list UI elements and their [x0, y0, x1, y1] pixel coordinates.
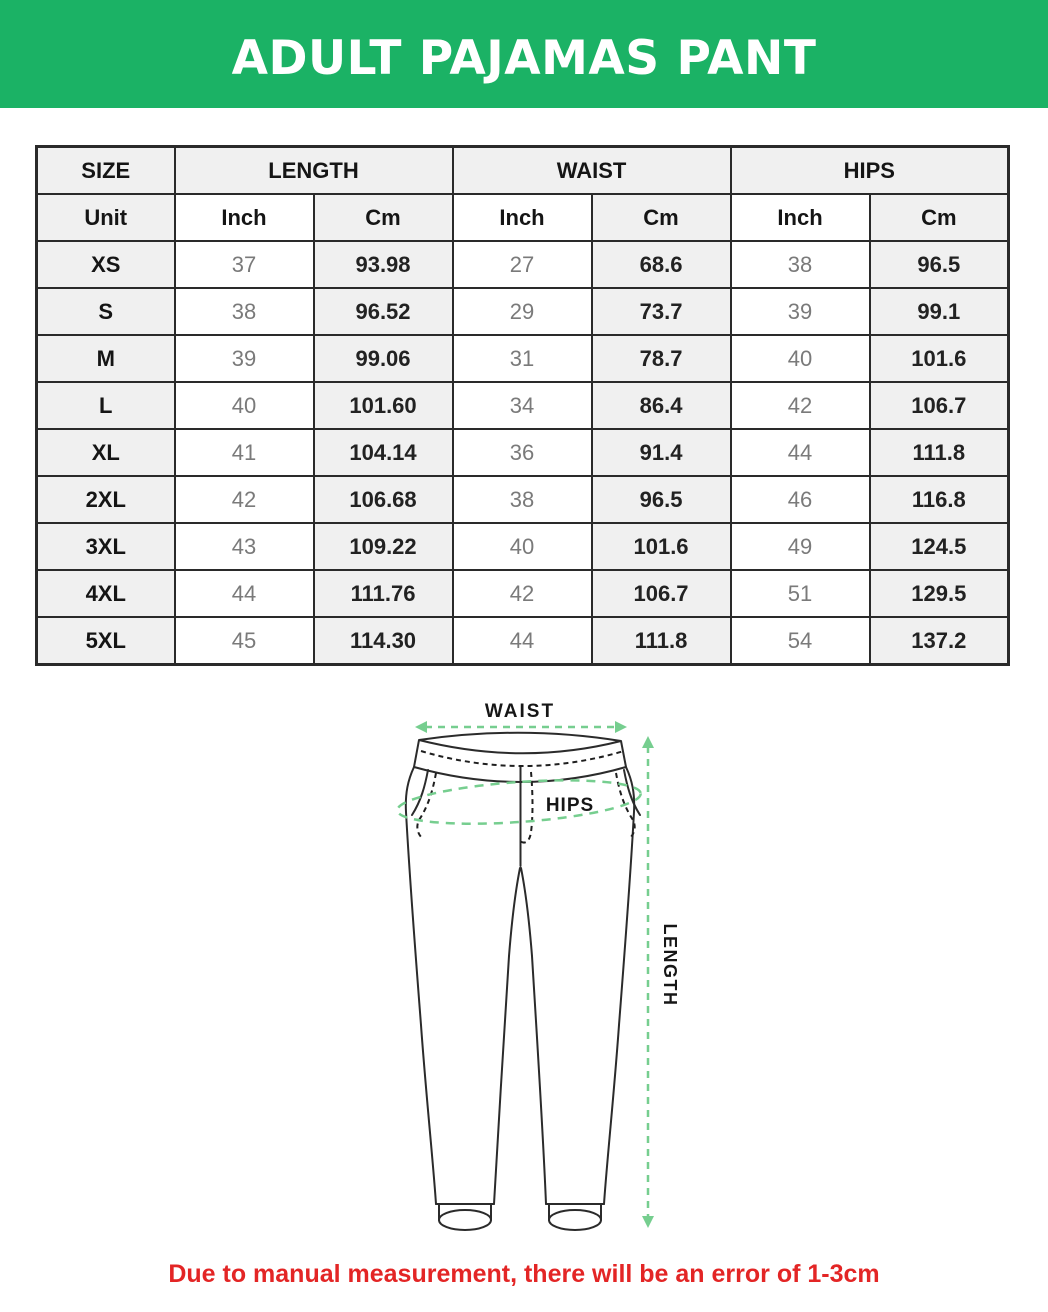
- value-cell: 111.76: [314, 570, 453, 617]
- unit-header: Inch: [731, 194, 870, 241]
- size-table: [35, 145, 1010, 666]
- value-cell: 49: [731, 523, 870, 570]
- right-cuff-opening: [549, 1210, 601, 1230]
- value-cell: 106.7: [870, 382, 1009, 429]
- waist-label: WAIST: [484, 701, 556, 722]
- value-cell: 111.8: [592, 617, 731, 665]
- value-cell: 109.22: [314, 523, 453, 570]
- column-header-size: SIZE: [37, 147, 175, 195]
- value-cell: 104.14: [314, 429, 453, 476]
- table-row: [37, 523, 1009, 570]
- value-cell: 39: [175, 335, 314, 382]
- right-inner-seam: [521, 868, 546, 1204]
- value-cell: 101.60: [314, 382, 453, 429]
- title-banner: [0, 0, 1048, 108]
- value-cell: 44: [731, 429, 870, 476]
- value-cell: 129.5: [870, 570, 1009, 617]
- value-cell: 101.6: [592, 523, 731, 570]
- value-cell: 46: [731, 476, 870, 523]
- unit-header: Inch: [175, 194, 314, 241]
- size-cell: L: [37, 382, 175, 429]
- value-cell: 40: [731, 335, 870, 382]
- left-pocket-stitch: [417, 773, 436, 838]
- value-cell: 37: [175, 241, 314, 288]
- value-cell: 106.68: [314, 476, 453, 523]
- value-cell: 41: [175, 429, 314, 476]
- unit-header: Inch: [453, 194, 592, 241]
- value-cell: 42: [175, 476, 314, 523]
- value-cell: 93.98: [314, 241, 453, 288]
- value-cell: 38: [731, 241, 870, 288]
- right-outer-seam: [604, 767, 634, 1204]
- value-cell: 44: [175, 570, 314, 617]
- table-row: [37, 429, 1009, 476]
- value-cell: 99.1: [870, 288, 1009, 335]
- unit-header: Cm: [870, 194, 1009, 241]
- pocket-openings: [412, 770, 640, 815]
- left-cuff-opening: [439, 1210, 491, 1230]
- column-header-waist: WAIST: [453, 147, 731, 195]
- measurement-note: Due to manual measurement, there will be an error of 1-3cm: [168, 1260, 880, 1288]
- size-cell: 2XL: [37, 476, 175, 523]
- waist-arrowhead-right-icon: [615, 721, 627, 733]
- unit-header: Unit: [37, 194, 175, 241]
- value-cell: 34: [453, 382, 592, 429]
- waist-arrowhead-left-icon: [415, 721, 427, 733]
- value-cell: 73.7: [592, 288, 731, 335]
- value-cell: 31: [453, 335, 592, 382]
- size-cell: XL: [37, 429, 175, 476]
- table-row: [37, 288, 1009, 335]
- length-arrowhead-top-icon: [642, 736, 654, 748]
- unit-header: Cm: [314, 194, 453, 241]
- value-cell: 124.5: [870, 523, 1009, 570]
- size-cell: M: [37, 335, 175, 382]
- length-label: LENGTH: [660, 923, 680, 1007]
- size-cell: 3XL: [37, 523, 175, 570]
- left-outer-seam: [406, 767, 436, 1204]
- value-cell: 40: [175, 382, 314, 429]
- value-cell: 43: [175, 523, 314, 570]
- value-cell: 99.06: [314, 335, 453, 382]
- value-cell: 36: [453, 429, 592, 476]
- table-row: [37, 476, 1009, 523]
- pants-outline: [406, 733, 640, 1230]
- value-cell: 38: [175, 288, 314, 335]
- size-cell: 5XL: [37, 617, 175, 665]
- page-title: ADULT PAJAMAS PANT: [231, 30, 817, 86]
- value-cell: 96.52: [314, 288, 453, 335]
- column-header-length: LENGTH: [175, 147, 453, 195]
- value-cell: 40: [453, 523, 592, 570]
- value-cell: 114.30: [314, 617, 453, 665]
- value-cell: 86.4: [592, 382, 731, 429]
- waistband-top: [419, 733, 621, 754]
- size-cell: S: [37, 288, 175, 335]
- value-cell: 96.5: [870, 241, 1009, 288]
- value-cell: 45: [175, 617, 314, 665]
- size-cell: 4XL: [37, 570, 175, 617]
- size-cell: XS: [37, 241, 175, 288]
- value-cell: 68.6: [592, 241, 731, 288]
- right-cuff: [546, 1204, 604, 1220]
- table-row: [37, 382, 1009, 429]
- table-row: [37, 570, 1009, 617]
- left-cuff: [436, 1204, 494, 1220]
- value-cell: 101.6: [870, 335, 1009, 382]
- value-cell: 106.7: [592, 570, 731, 617]
- hips-label: HIPS: [545, 795, 595, 816]
- length-arrowhead-bottom-icon: [642, 1216, 654, 1228]
- value-cell: 42: [731, 382, 870, 429]
- group-header-row: [37, 147, 1009, 195]
- value-cell: 91.4: [592, 429, 731, 476]
- value-cell: 54: [731, 617, 870, 665]
- column-header-hips: HIPS: [731, 147, 1009, 195]
- value-cell: 78.7: [592, 335, 731, 382]
- value-cell: 111.8: [870, 429, 1009, 476]
- table-row: [37, 617, 1009, 665]
- value-cell: 51: [731, 570, 870, 617]
- value-cell: 42: [453, 570, 592, 617]
- pants-measurement-diagram: [330, 690, 730, 1260]
- measurement-annotations: [396, 701, 680, 1228]
- value-cell: 96.5: [592, 476, 731, 523]
- value-cell: 29: [453, 288, 592, 335]
- value-cell: 116.8: [870, 476, 1009, 523]
- value-cell: 137.2: [870, 617, 1009, 665]
- unit-header: Cm: [592, 194, 731, 241]
- value-cell: 39: [731, 288, 870, 335]
- table-row: [37, 335, 1009, 382]
- value-cell: 38: [453, 476, 592, 523]
- value-cell: 44: [453, 617, 592, 665]
- table-row: [37, 241, 1009, 288]
- unit-header-row: [37, 194, 1009, 241]
- value-cell: 27: [453, 241, 592, 288]
- left-inner-seam: [494, 868, 520, 1204]
